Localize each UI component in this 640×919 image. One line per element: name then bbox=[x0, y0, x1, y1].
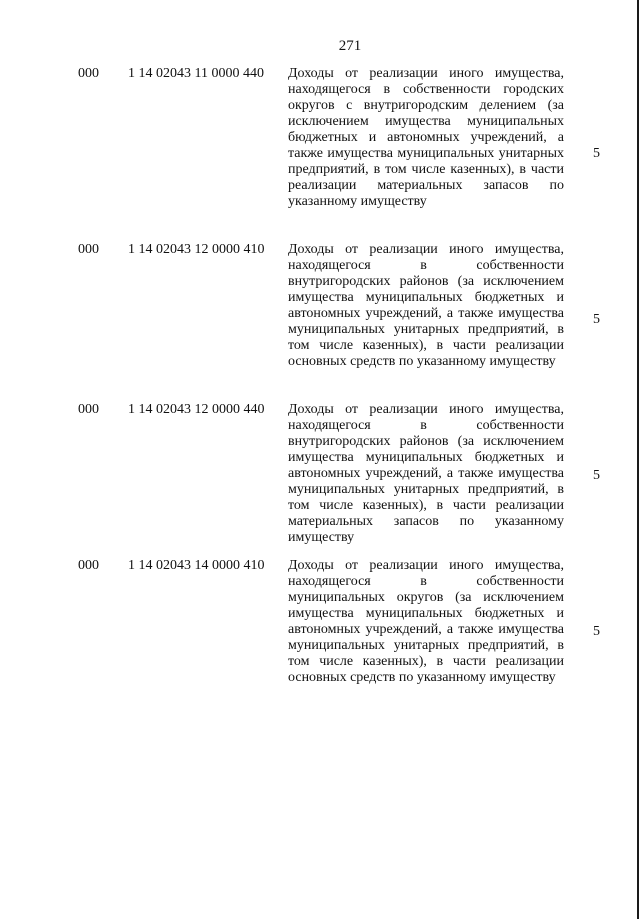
budget-classification-code: 1 14 02043 14 0000 410 bbox=[128, 558, 265, 573]
admin-code: 000 bbox=[78, 242, 99, 257]
scan-edge-line bbox=[637, 0, 639, 919]
standard-value: 5 bbox=[593, 312, 600, 327]
admin-code: 000 bbox=[78, 402, 99, 417]
standard-value: 5 bbox=[593, 468, 600, 483]
admin-code: 000 bbox=[78, 558, 99, 573]
income-description: Доходы от реализации иного имущества, находящегося в собственности муниципальных округов (за исключением имущества муниципальных бюджетных и автономных учреждений, а также имущества муниципальных унитарных предприятий, в том числе казенных), в части реализации основных средств по указанному имуществу bbox=[288, 558, 564, 685]
standard-value: 5 bbox=[593, 146, 600, 161]
budget-classification-code: 1 14 02043 12 0000 440 bbox=[128, 402, 265, 417]
page-number: 271 bbox=[338, 38, 362, 54]
budget-classification-code: 1 14 02043 12 0000 410 bbox=[128, 242, 265, 257]
income-description: Доходы от реализации иного имущества, находящегося в собственности внутригородских районов (за исключением имущества муниципальных бюджетных и автономных учреждений, а также имущества муниципальных унитарных предприятий, в том числе казенных), в части реализации материальных запасов по указанному имуществу bbox=[288, 402, 564, 545]
income-description: Доходы от реализации иного имущества, находящегося в собственности внутригородских районов (за исключением имущества муниципальных бюджетных и автономных учреждений, а также имущества муниципальных унитарных предприятий, в том числе казенных), в части реализации основных средств по указанному имуществу bbox=[288, 242, 564, 369]
budget-classification-code: 1 14 02043 11 0000 440 bbox=[128, 66, 264, 81]
standard-value: 5 bbox=[593, 624, 600, 639]
income-description: Доходы от реализации иного имущества, находящегося в собственности городских округов с внутригородским делением (за исключением имущества муниципальных бюджетных и автономных учреждений, а также имущества муниципальных унитарных предприятий, в том числе казенных), в части реализации материальных запасов по указанному имуществу bbox=[288, 66, 564, 209]
admin-code: 000 bbox=[78, 66, 99, 81]
